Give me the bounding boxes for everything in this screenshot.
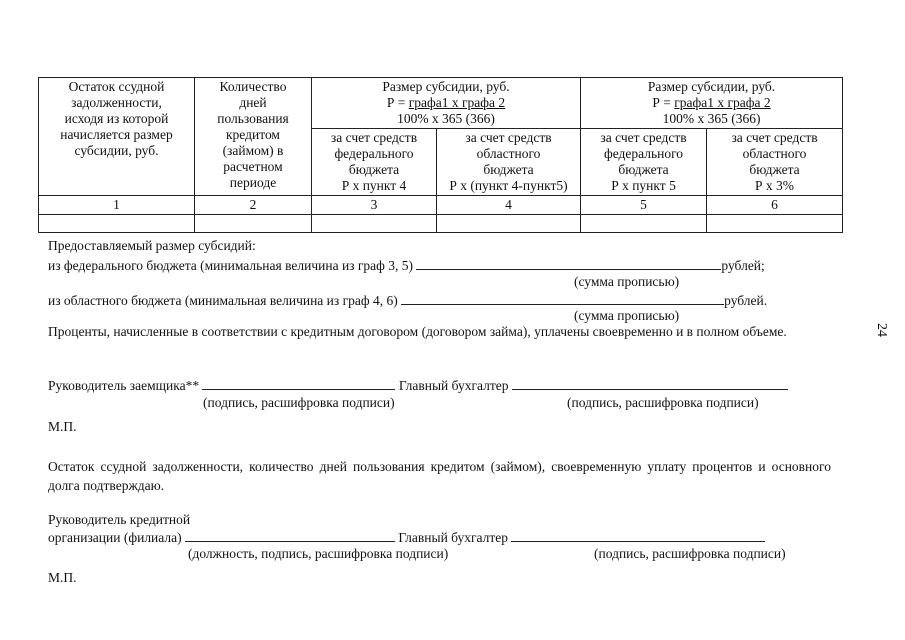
bank-signature-line: организации (филиала) Главный бухгалтер <box>48 528 765 546</box>
page-number: 24 <box>874 323 889 337</box>
provided-heading: Предоставляемый размер субсидий: <box>48 238 256 253</box>
federal-amount-field[interactable] <box>416 256 721 270</box>
borrower-accountant-signature-field[interactable] <box>512 376 788 390</box>
borrower-head-signature-field[interactable] <box>202 376 395 390</box>
borrower-stamp-place: М.П. <box>48 419 77 434</box>
regional-amount-field[interactable] <box>401 291 724 305</box>
confirmation-statement: Остаток ссудной задолженности, количество дней пользования кредитом (займом), своевременную уплату процентов и основного долга подтверждаю. <box>48 459 831 493</box>
regional-amount-line: из областного бюджета (минимальная величина из граф 4, 6) рублей. <box>48 293 768 308</box>
bank-head-signature-field[interactable] <box>185 528 395 542</box>
bank-accountant-signature-field[interactable] <box>511 528 765 542</box>
federal-amount-line: из федерального бюджета (минимальная величина из граф 3, 5) рублей; <box>48 258 765 273</box>
bank-accountant-hint: (подпись, расшифровка подписи) <box>594 546 786 561</box>
borrower-signature-line: Руководитель заемщика** Главный бухгалтер <box>48 376 788 394</box>
header-col5: за счет средств федерального бюджета Р х пункт 5 <box>581 129 707 196</box>
header-col1: Остаток ссудной задолженности, исходя из которой начисляется размер субсидии, руб. <box>39 78 195 196</box>
column-numbers-row: 1 2 3 4 5 6 <box>39 196 843 215</box>
subsidy-table <box>38 77 843 233</box>
header-col4: за счет средств областного бюджета Р х (пункт 4-пункт5) <box>437 129 581 196</box>
regional-amount-hint: (сумма прописью) <box>574 308 680 323</box>
interest-statement: Проценты, начисленные в соответствии с кредитным договором (договором займа), уплачены своевременно и в полном объеме. <box>48 324 787 339</box>
bank-head-label-line1: Руководитель кредитной <box>48 512 191 527</box>
header-group-b: Размер субсидии, руб. Р = графа1 х графа 2 100% х 365 (366) <box>581 78 843 129</box>
header-col6: за счет средств областного бюджета Р х 3% <box>707 129 843 196</box>
borrower-accountant-hint: (подпись, расшифровка подписи) <box>567 395 759 410</box>
header-group-a: Размер субсидии, руб. Р = графа1 х графа 2 100% х 365 (366) <box>312 78 581 129</box>
federal-amount-hint: (сумма прописью) <box>574 274 680 289</box>
bank-head-hint: (должность, подпись, расшифровка подписи) <box>188 546 449 561</box>
header-col2: Количество дней пользования кредитом (займом) в расчетном периоде <box>195 78 312 196</box>
bank-stamp-place: М.П. <box>48 570 77 585</box>
header-col3: за счет средств федерального бюджета Р х пункт 4 <box>312 129 437 196</box>
borrower-head-hint: (подпись, расшифровка подписи) <box>203 395 395 410</box>
empty-data-row[interactable] <box>39 215 843 233</box>
